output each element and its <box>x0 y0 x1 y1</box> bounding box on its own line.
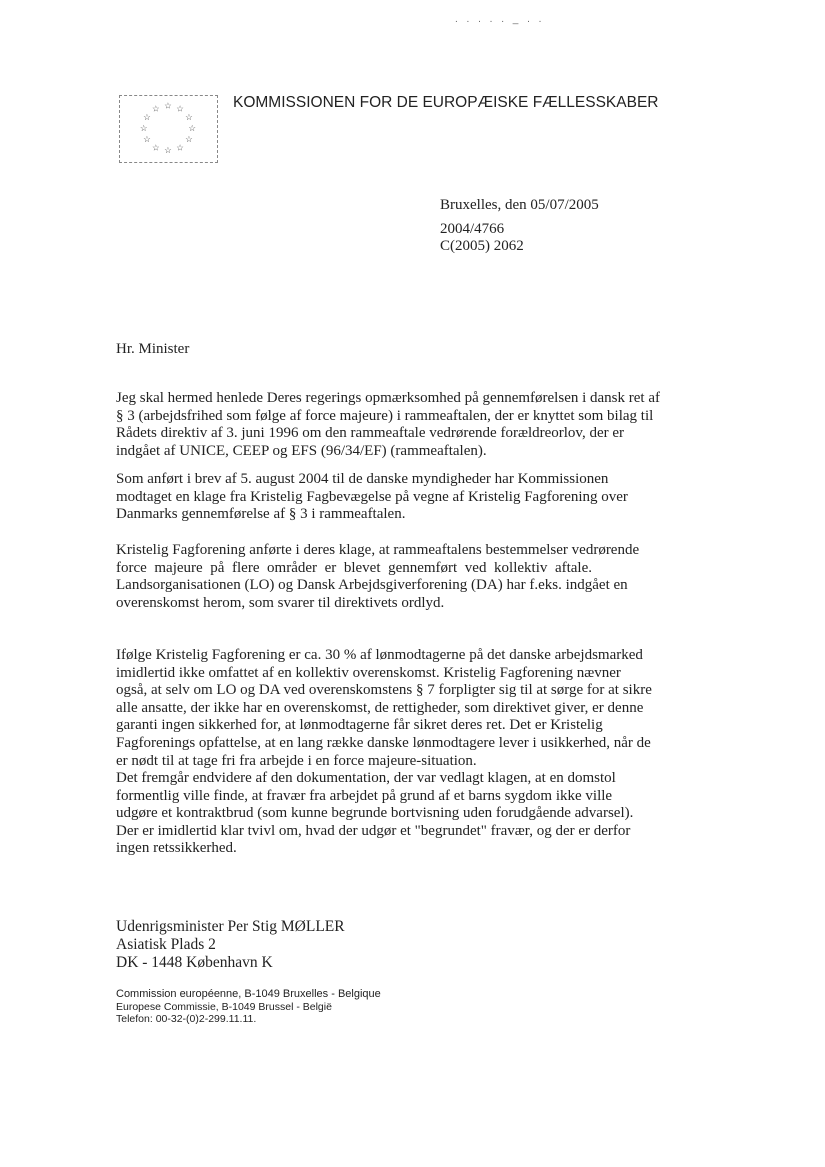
text-line: Jeg skal hermed henlede Deres regerings opmærksomhed på gennemførelsen i dansk ret af <box>116 390 660 406</box>
star-icon: ☆ <box>143 134 151 145</box>
text-line: formentlig ville finde, at fravær fra arbejdet på grund af et barns sygdom ikke ville <box>116 787 613 804</box>
salutation: Hr. Minister <box>116 341 190 357</box>
addressee-name: Udenrigsminister Per Stig MØLLER <box>116 918 345 935</box>
text-line: Som anført i brev af 5. august 2004 til de danske myndigheder har Kommissionen <box>116 471 609 487</box>
letterhead-footer <box>116 988 381 1026</box>
text-line: Det fremgår endvidere af den dokumentation, der var vedlagt klagen, at en domstol <box>116 770 616 786</box>
eu-flag-logo <box>119 95 218 163</box>
text-line: indgået af UNICE, CEEP og EFS (96/34/EF) (rammeaftalen). <box>116 442 487 459</box>
paragraph <box>116 770 634 858</box>
text-line: Der er imidlertid klar tvivl om, hvad der udgør et "begrundet" fravær, og der er derfor <box>116 822 631 839</box>
text-line: Kristelig Fagforening anførte i deres klage, at rammeaftalens bestemmelser vedrørende <box>116 542 640 558</box>
star-icon: ☆ <box>139 122 148 133</box>
text-line: Fagforenings opfattelse, at en lang række danske lønmodtagere lever i usikkerhed, når de <box>116 734 651 751</box>
paragraph <box>116 542 640 612</box>
text-line: udgøre et kontraktbrud (som kunne begrunde bortvisning uden forudgående advarsel). <box>116 805 634 822</box>
footer-address-nl: Europese Commissie, B-1049 Brussel - België <box>116 1000 332 1013</box>
star-icon: ☆ <box>188 122 197 133</box>
text-line: § 3 (arbejdsfrihed som følge af force majeure) i rammeaftalen, der er knyttet som bilag til <box>116 407 654 424</box>
case-number: 2004/4766 <box>440 221 505 237</box>
scan-top-mark: . . . . . _ . . <box>455 14 545 25</box>
text-line: også, at selv om LO og DA ved overenskomstens § 7 forpligter sig til at sørge for at sikre <box>116 682 652 699</box>
text-line: imidlertid ikke omfattet af en kollektiv overenskomst. Kristelig Fagforening nævner <box>116 664 621 681</box>
text-line: garanti ingen sikkerhed for, at lønmodtagerne får sikret deres ret. Det er Kristelig <box>116 717 603 734</box>
star-icon: ☆ <box>185 111 193 122</box>
paragraph <box>116 647 652 770</box>
text-line: Danmarks gennemførelse af § 3 i rammeaftalen. <box>116 506 406 523</box>
text-line: er nødt til at tage fri fra arbejde i en force majeure-situation. <box>116 752 477 769</box>
paragraph <box>116 390 660 460</box>
addressee-city: DK - 1448 København K <box>116 954 273 971</box>
text-line: overenskomst herom, som svarer til direktivets ordlyd. <box>116 594 445 611</box>
star-icon: ☆ <box>151 142 160 153</box>
star-icon: ☆ <box>176 103 185 114</box>
addressee-street: Asiatisk Plads 2 <box>116 936 216 953</box>
star-icon: ☆ <box>151 103 160 114</box>
footer-address-fr: Commission européenne, B-1049 Bruxelles - Belgique <box>116 988 381 1000</box>
organization-name: KOMMISSIONEN FOR DE EUROPÆISKE FÆLLESSKABER <box>233 94 659 111</box>
eu-stars-icon <box>120 96 217 162</box>
place-date: Bruxelles, den 05/07/2005 <box>440 197 599 213</box>
text-line: Ifølge Kristelig Fagforening er ca. 30 % af lønmodtagerne på det danske arbejdsmarked <box>116 647 643 663</box>
text-line: Rådets direktiv af 3. juni 1996 om den rammeaftale vedrørende forældreorlov, der er <box>116 425 625 442</box>
paragraph <box>116 471 628 524</box>
text-line: force majeure på flere områder er blevet gennemført ved kollektiv aftale. <box>116 559 592 576</box>
text-line: alle ansatte, der ikke har en overenskomst, de rettigheder, som direktivet giver, er denne <box>116 699 644 716</box>
star-icon: ☆ <box>143 111 151 122</box>
star-icon: ☆ <box>164 145 172 156</box>
star-icon: ☆ <box>185 134 193 145</box>
text-line: Landsorganisationen (LO) og Dansk Arbejdsgiverforening (DA) har f.eks. indgået en <box>116 577 628 594</box>
document-number: C(2005) 2062 <box>440 238 524 254</box>
footer-phone: Telefon: 00-32-(0)2-299.11.11. <box>116 1013 257 1025</box>
text-line: modtaget en klage fra Kristelig Fagbevægelse på vegne af Kristelig Fagforening over <box>116 488 628 505</box>
text-line: ingen retssikkerhed. <box>116 840 237 857</box>
addressee-block <box>116 918 345 972</box>
star-icon: ☆ <box>164 100 172 111</box>
star-icon: ☆ <box>176 142 185 153</box>
